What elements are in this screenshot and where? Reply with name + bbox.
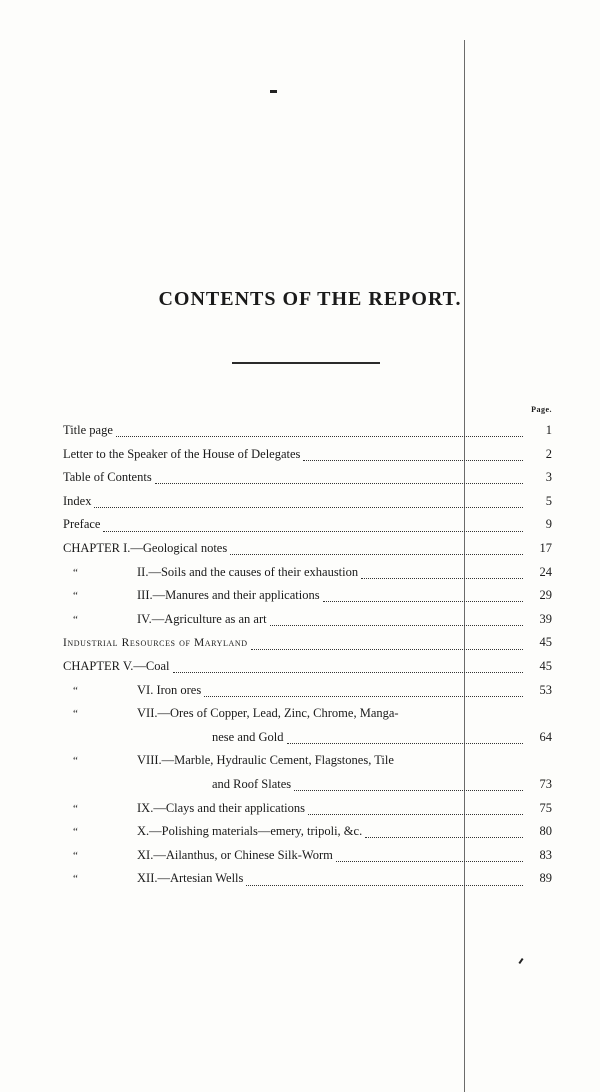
dot-leader <box>336 853 523 862</box>
toc-entry-page: 29 <box>539 588 552 603</box>
toc-entry-label: Preface <box>63 517 101 532</box>
toc-entry <box>63 726 552 750</box>
ditto-mark: “ <box>73 566 78 579</box>
toc-entry-label: Letter to the Speaker of the House of Delegates <box>63 446 301 461</box>
toc-entry-page: 9 <box>545 517 552 532</box>
toc-entry-label: VIII.—Marble, Hydraulic Cement, Flagstones, Tile <box>137 753 394 768</box>
ditto-mark: “ <box>73 708 78 721</box>
toc-entry-label: XII.—Artesian Wells <box>137 871 244 886</box>
toc-entry <box>63 490 552 514</box>
dot-leader <box>361 570 523 579</box>
ditto-mark: “ <box>73 684 78 697</box>
toc-entry-label: III.—Manures and their applications <box>137 588 320 603</box>
toc-entry-page: 17 <box>539 540 552 555</box>
ditto-mark: “ <box>73 873 78 886</box>
toc-entry-label: Title page <box>63 423 113 437</box>
toc-entry-page: 1 <box>545 423 552 437</box>
toc-entry-label: II.—Soils and the causes of their exhaustion <box>137 564 359 579</box>
toc-entry <box>63 797 552 821</box>
dot-leader <box>303 452 523 461</box>
dot-leader <box>94 499 523 508</box>
toc-entry <box>63 608 552 632</box>
dot-leader <box>365 829 523 838</box>
toc-entry-page: 73 <box>539 776 552 791</box>
toc-entry-label: CHAPTER V.—Coal <box>63 658 170 673</box>
toc-entry <box>63 773 552 797</box>
toc-entry-label: XI.—Ailanthus, or Chinese Silk-Worm <box>137 847 333 862</box>
toc-entry <box>63 513 552 537</box>
toc-entry-label: Index <box>63 493 92 508</box>
toc-entry <box>63 631 552 655</box>
ditto-mark: “ <box>73 590 78 603</box>
toc-entry-label: VII.—Ores of Copper, Lead, Zinc, Chrome, Manga- <box>137 706 399 721</box>
toc-entry <box>63 844 552 868</box>
dot-leader <box>323 593 523 602</box>
toc-entry-page: 39 <box>539 611 552 626</box>
toc-entry-page: 89 <box>539 871 552 886</box>
toc-entry <box>63 584 552 608</box>
toc-entry <box>63 867 552 891</box>
dot-leader <box>251 641 523 650</box>
ditto-mark: “ <box>73 849 78 862</box>
dot-leader <box>270 617 523 626</box>
toc-entry-page: 5 <box>545 493 552 508</box>
toc-entry-page: 2 <box>545 446 552 461</box>
table-of-contents <box>63 419 552 891</box>
dot-leader <box>308 806 523 815</box>
title-rule <box>232 362 380 364</box>
toc-entry-page: 83 <box>539 847 552 862</box>
toc-entry <box>63 443 552 467</box>
toc-entry-page: 75 <box>539 800 552 815</box>
toc-entry-label: IV.—Agriculture as an art <box>137 611 267 626</box>
toc-entry <box>63 820 552 844</box>
dot-leader <box>294 782 523 791</box>
dot-leader <box>246 877 523 886</box>
ink-speck <box>270 90 277 93</box>
dot-leader <box>230 546 523 555</box>
page-column-heading: Page. <box>531 405 552 414</box>
toc-entry-label: and Roof Slates <box>212 776 292 791</box>
toc-entry-page: 53 <box>539 682 552 697</box>
dot-leader <box>103 523 523 532</box>
toc-entry-page: 45 <box>539 658 552 673</box>
toc-entry-page: 64 <box>539 729 552 744</box>
toc-entry <box>63 655 552 679</box>
ditto-mark: “ <box>73 755 78 768</box>
toc-entry <box>63 561 552 585</box>
toc-entry <box>63 419 552 443</box>
toc-entry <box>63 466 552 490</box>
toc-entry <box>63 679 552 703</box>
toc-entry-label: IX.—Clays and their applications <box>137 800 306 815</box>
toc-entry <box>63 537 552 561</box>
toc-entry-page: 24 <box>539 564 552 579</box>
toc-entry <box>63 702 552 726</box>
ditto-mark: “ <box>73 826 78 839</box>
toc-entry-label: VI. Iron ores <box>137 682 202 697</box>
ditto-mark: “ <box>73 613 78 626</box>
toc-entry-label: CHAPTER I.—Geological notes <box>63 540 228 555</box>
toc-entry-page: 45 <box>539 635 552 650</box>
toc-entry-label: nese and Gold <box>212 729 284 744</box>
dot-leader <box>155 475 523 484</box>
ditto-mark: “ <box>73 802 78 815</box>
toc-entry <box>63 749 552 773</box>
dot-leader <box>116 428 523 437</box>
ink-speck <box>518 958 523 964</box>
toc-entry-label: Table of Contents <box>63 470 152 485</box>
dot-leader <box>204 688 523 697</box>
dot-leader <box>173 664 523 673</box>
dot-leader <box>287 735 523 744</box>
toc-entry-page: 80 <box>539 824 552 839</box>
toc-entry-label: X.—Polishing materials—emery, tripoli, &c. <box>137 824 363 839</box>
page-title: CONTENTS OF THE REPORT. <box>158 288 462 310</box>
toc-entry-label: Industrial Resources of Maryland <box>63 637 248 650</box>
toc-entry-page: 3 <box>545 470 552 485</box>
